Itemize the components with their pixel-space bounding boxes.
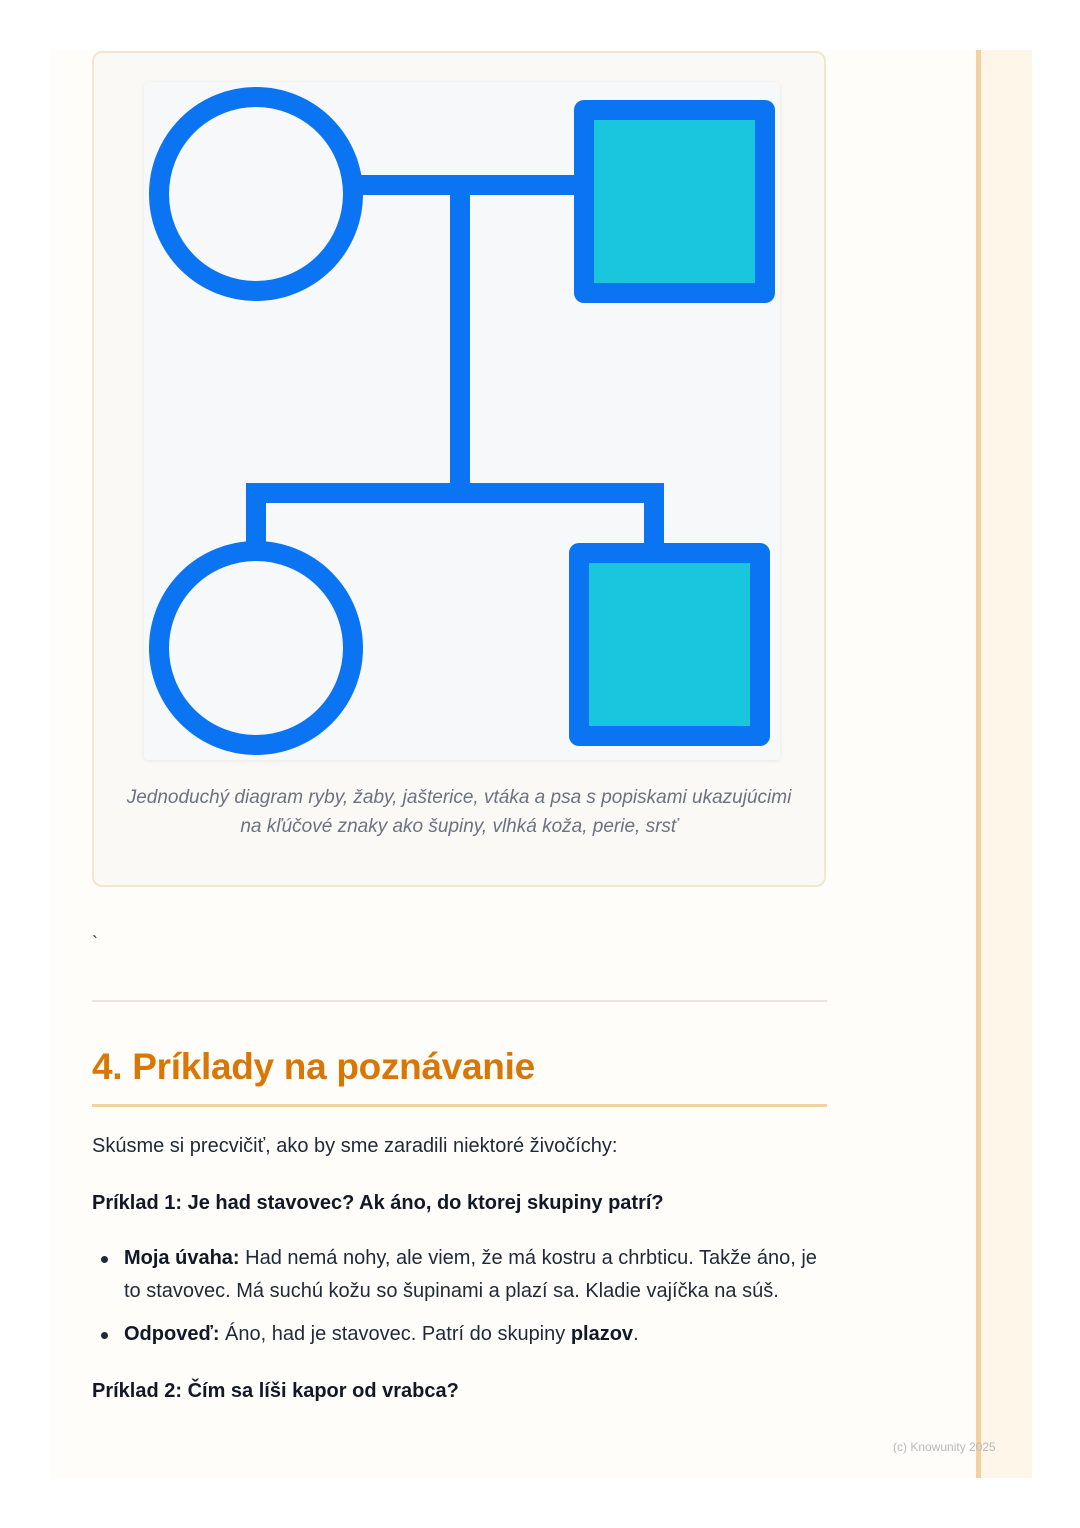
answer-highlight: plazov	[570, 1323, 634, 1345]
example-1-list	[92, 1242, 827, 1361]
stray-backtick: `	[92, 933, 98, 953]
figure-image	[144, 82, 780, 760]
reasoning-label: Moja úvaha:	[124, 1247, 240, 1269]
answer-label: Odpoveď:	[124, 1323, 220, 1345]
example-1-question: Príklad 1: Je had stavovec? Ak áno, do ktorej skupiny patrí?	[92, 1192, 664, 1214]
list-item-reasoning	[92, 1242, 827, 1308]
pedigree-diagram	[144, 82, 780, 760]
side-margin-panel	[976, 50, 1032, 1478]
section-intro: Skúsme si precvičiť, ako by sme zaradili niektoré živočíchy:	[92, 1135, 618, 1157]
reasoning-text: Had nemá nohy, ale viem, že má kostru a chrbticu. Takže áno, je to stavovec. Má suchú kožu so šupinami a plazí sa. Kladie vajíčka na súš.	[124, 1247, 817, 1302]
section-divider	[92, 1000, 827, 1002]
parent-square	[584, 110, 765, 293]
title-underline	[92, 1104, 827, 1107]
answer-text: Áno, had je stavovec. Patrí do skupiny	[219, 1323, 571, 1345]
child-circle	[159, 551, 353, 745]
figure-card	[92, 51, 826, 887]
answer-end: .	[633, 1323, 639, 1345]
section-title: 4. Príklady na poznávanie	[92, 1046, 535, 1087]
list-item-answer	[92, 1318, 827, 1351]
example-2-question: Príklad 2: Čím sa líši kapor od vrabca?	[92, 1380, 459, 1402]
parent-circle	[159, 97, 353, 291]
copyright-footer: (c) Knowunity 2025	[893, 1440, 996, 1454]
child-square	[579, 553, 760, 736]
figure-caption: Jednoduchý diagram ryby, žaby, jašterice, vtáka a psa s popiskami ukazujúcimi na kľúčové znaky ako šupiny, vlhká koža, perie, srsť	[126, 787, 792, 837]
